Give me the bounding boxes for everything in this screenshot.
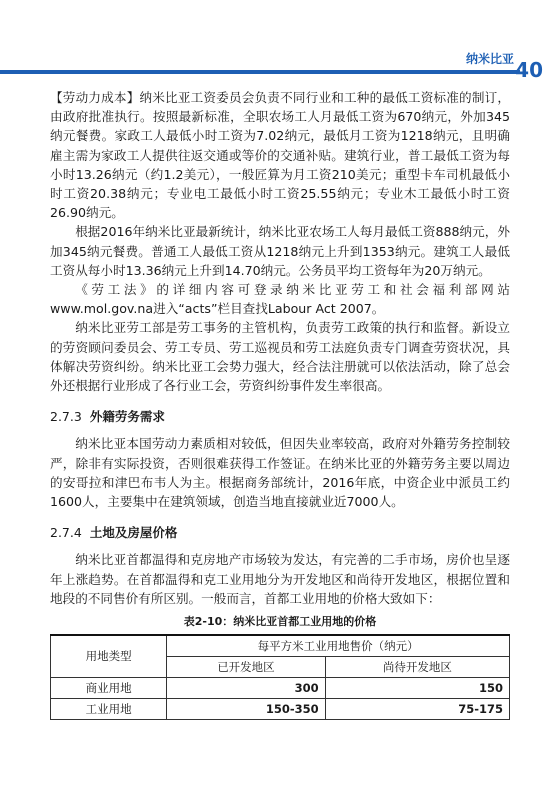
table-header-undeveloped: 尚待开发地区 xyxy=(325,657,509,678)
section-number: 2.7.3 xyxy=(50,409,82,425)
table-cell-developed: 150-350 xyxy=(167,699,325,720)
table-header-price: 每平方米工业用地售价（纳元） xyxy=(167,635,510,657)
paragraph-labor-ministry: 纳米比亚劳工部是劳工事务的主管机构，负责劳工政策的执行和监督。新设立的劳资顾问委员会、劳工专员、劳工巡视员和劳工法庭负责专门调查劳资状况，具体解决劳资纠纷。纳米比亚工会势力强大，经合法注册就可以依法活动，除了总会外还根据行业形成了各行业工会，劳资纠纷事件发生率很高。 xyxy=(50,320,510,394)
land-price-table xyxy=(50,634,510,720)
paragraph-foreign-labor: 纳米比亚本国劳动力素质相对较低，但因失业率较高，政府对外籍劳务控制较严，除非有实际投资，否则很难获得工作签证。在纳米比亚的外籍劳务主要以周边的安哥拉和津巴布韦人为主。根据商务部统计，2016年底，中资企业中派员工约1600人，主要集中在建筑领域，创造当地直接就业近7000人。 xyxy=(50,436,510,510)
header-title: 纳米比亚 xyxy=(465,52,514,66)
table-cell-type: 商业用地 xyxy=(51,678,167,699)
paragraph-2016-stats: 根据2016年纳米比亚最新统计，纳米比亚农场工人每月最低工资888纳元，外加345纳元餐费。普通工人最低工资从1218纳元上升到1353纳元。建筑工人最低工资从每小时13.36纳元上升到14.70纳元。公务员平均工资每年为20万纳元。 xyxy=(50,224,510,278)
page-number: 40 xyxy=(515,58,543,82)
section-heading-land-price xyxy=(50,523,510,542)
section-title: 外籍劳务需求 xyxy=(89,409,165,425)
paragraph-land-price: 纳米比亚首都温得和克房地产市场较为发达，有完善的二手市场，房价也呈逐年上涨趋势。在首都温得和克工业用地分为开发地区和尚待开发地区，根据位置和地段的不同售价有所区别。一般而言，首都工业用地的价格大致如下： xyxy=(50,552,510,606)
table-row xyxy=(51,678,510,699)
table-row xyxy=(51,699,510,720)
table-header-land-type: 用地类型 xyxy=(51,635,167,678)
table-cell-undeveloped: 150 xyxy=(325,678,509,699)
table-cell-undeveloped: 75-175 xyxy=(325,699,509,720)
table-cell-type: 工业用地 xyxy=(51,699,167,720)
table-header-developed: 已开发地区 xyxy=(167,657,325,678)
paragraph-labor-law: 《劳工法》的详细内容可登录纳米比亚劳工和社会福利部网站www.mol.gov.na进入“acts”栏目查找Labour Act 2007。 xyxy=(50,282,510,317)
section-heading-foreign-labor xyxy=(50,407,510,426)
header-rule xyxy=(0,70,520,74)
page-body xyxy=(50,88,510,720)
paragraph-labor-cost: 【劳动力成本】纳米比亚工资委员会负责不同行业和工种的最低工资标准的制订，由政府批准执行。按照最新标准，全职农场工人月最低工资为670纳元，外加345纳元餐费。家政工人最低小时工资为7.02纳元，最低月工资为1218纳元，且明确雇主需为家政工人提供往返交通或等价的交通补贴。建筑行业，普工最低工资为每小时13.26纳元（约1.2美元），一般匠算为月工资210美元；重型卡车司机最低小时工资20.38纳元；专业电工最低小时工资25.55纳元；专业木工最低小时工资26.90纳元。 xyxy=(50,90,510,221)
table-caption: 表2-10：纳米比亚首都工业用地的价格 xyxy=(183,615,377,629)
table-cell-developed: 300 xyxy=(167,678,325,699)
section-number: 2.7.4 xyxy=(50,525,82,541)
section-title: 土地及房屋价格 xyxy=(89,525,178,541)
